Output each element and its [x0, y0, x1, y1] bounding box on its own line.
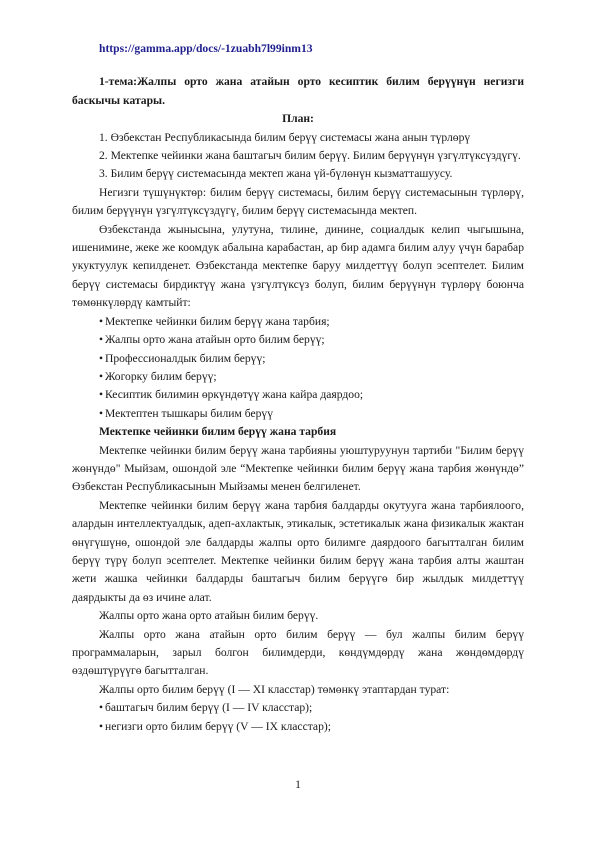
list-item: • Профессионалдык билим берүү; [72, 350, 524, 368]
plan-item: 2. Мектепке чейинки жана баштагыч билим берүү. Билим берүүнүн үзгүлтүксүздүгү. [99, 149, 521, 163]
bullet-icon: • [99, 333, 104, 347]
list-item: • Мектептен тышкары билим берүү [72, 405, 524, 423]
bullet-icon: • [99, 369, 104, 383]
bullet-icon: • [99, 701, 104, 715]
section-subheading: Мектепке чейинки билим берүү жана тарбия [99, 425, 337, 439]
document-body [72, 40, 524, 736]
blank-line [72, 58, 524, 73]
plan-title: План: [282, 112, 314, 126]
list-item: • Жалпы орто жана атайын орто билим берүү; [72, 331, 524, 349]
bullet-icon: • [99, 719, 104, 733]
list-item: • Кесиптик билимин өркүндөтүү жана кайра даярдоо; [72, 386, 524, 404]
list-item: • Мектепке чейинки билим берүү жана тарбия; [72, 313, 524, 331]
secondary-title-paragraph: Жалпы орто жана орто атайын билим берүү. [99, 609, 319, 623]
list-item: • негизги орто билим берүү (V — IX класстар); [72, 718, 524, 736]
bullet-icon: • [99, 388, 104, 402]
bullet-icon: • [99, 406, 104, 420]
page-number: 1 [295, 778, 301, 791]
preschool-paragraph: Мектепке чейинки билим берүү жана тарбия балдарды окутууга жана тарбиялоого, алардын интеллектуалдык, адеп-ахлактык, этикалык, эстетикалык жана физикалык жактан өнүгүшүнө, ошондой эле балдарды жалпы орто билимге даярдоого багытталган билим берүү түрү болуп эсептелет. Мектепке чейинки билим берүү жана тарбия алты жаштан жети жашка чейинки балдарды баштагыч билим берүүгө бир жылдык милдеттүү даярдыкты да өз ичине алат. [72, 498, 524, 604]
list-item: • баштагыч билим берүү (I — IV класстар); [72, 699, 524, 717]
topic-heading: 1-тема:Жалпы орто жана атайын орто кесиптик билим берүүнүн негизги баскычы катары. [72, 75, 524, 107]
plan-item: 1. Өзбекстан Республикасында билим берүү системасы жана анын түрлөрү [99, 130, 471, 144]
bullet-icon: • [99, 314, 104, 328]
stages-paragraph: Жалпы орто билим берүү (I — XI класстар) төмөнкү этаптардан турат: [99, 682, 450, 696]
secondary-description-paragraph: Жалпы орто жана атайын орто билим берүү — бул жалпы билим берүү программаларын, зарыл болгон билимдерди, көндүмдөрдү жана жөндөмдөрдү өздөштүрүүгө багытталган. [72, 627, 524, 678]
key-concepts-paragraph: Негизги түшүнүктөр: билим берүү системасы, билим берүү системасынын түрлөрү, билим берүүнүн үзгүлтүксүздүгү, билим берүү системасында мектеп. [72, 185, 524, 218]
source-link[interactable]: https://gamma.app/docs/-1zuabh7l99inm13 [99, 42, 313, 55]
law-paragraph: Мектепке чейинки билим берүү жана тарбияны уюштуруунун тартиби "Билим берүү жөнүндө" Мыйзам, ошондой эле “Мектепке чейинки билим берүү жана тарбия жөнүндө” Өзбекстан Республикасынын Мыйзамы менен белгиленет. [72, 443, 524, 494]
plan-item: 3. Билим берүү системасында мектеп жана үй-бүлөнүн кызматташуусу. [99, 167, 453, 181]
education-rights-paragraph: Өзбекстанда жынысына, улутуна, тилине, динине, социалдык келип чыгышына, ишенимине, жеке же коомдук абалына карабастан, ар бир адамга билим алуу үчүн барабар укуктуулук кепилденет. Өзбекстанда мектепке баруу милдеттүү болуп эсептелет. Билим берүү системасы бирдиктүү жана үзгүлтүксүз болуп, билим берүүнүн түрлөрү боюнча төмөнкүлөрдү камтыйт: [72, 222, 524, 310]
list-item: • Жогорку билим берүү; [72, 368, 524, 386]
bullet-icon: • [99, 351, 104, 365]
